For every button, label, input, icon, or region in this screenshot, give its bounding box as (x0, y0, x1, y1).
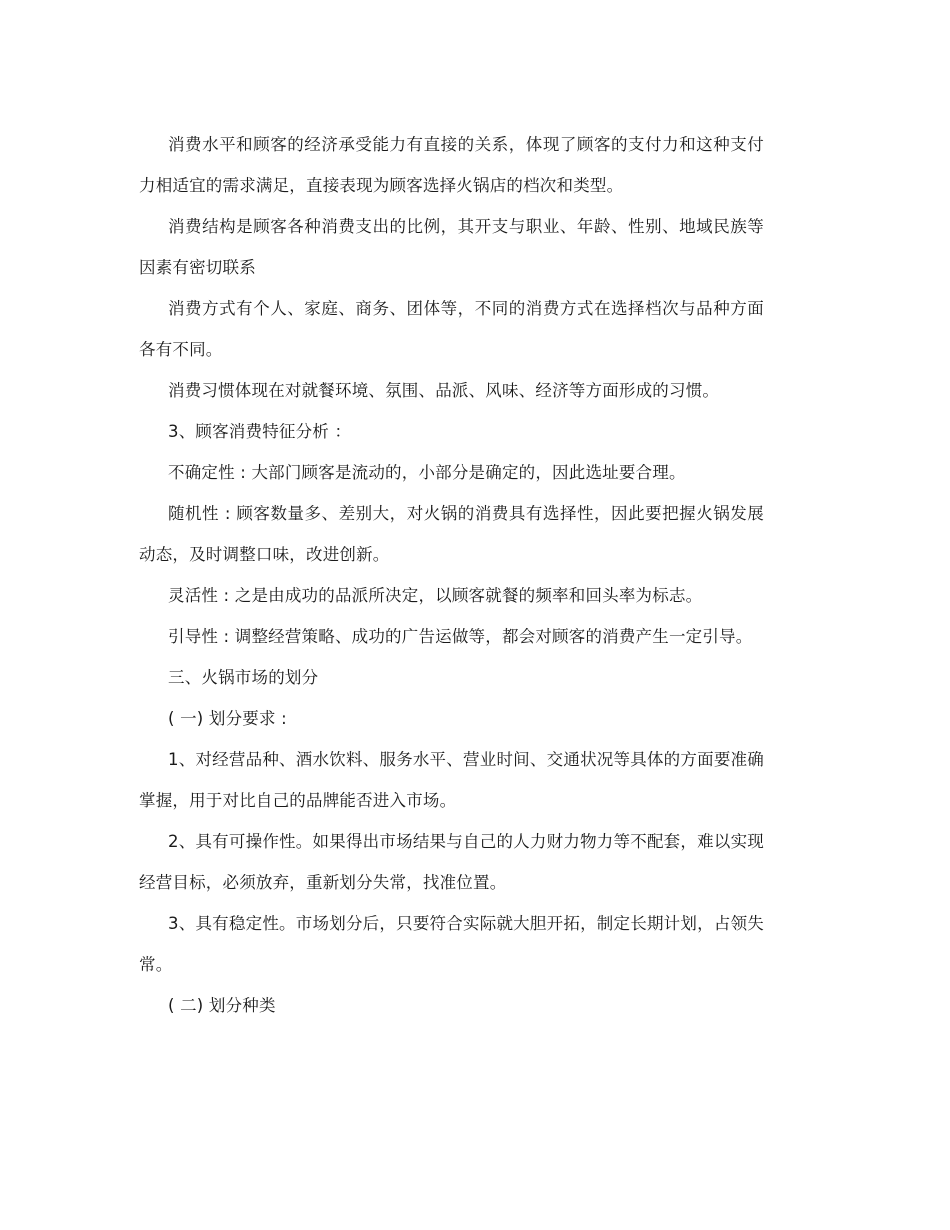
paragraph-uncertainty: 不确定性 : 大部门顾客是流动的，小部分是确定的，因此选址要合理。 (168, 463, 686, 482)
list-item-requirement-3: 3、具有稳定性。市场划分后，只要符合实际就大胆开拓，制定长期计划，占领失常。 (139, 914, 764, 974)
paragraph-consumption-structure: 消费结构是顾客各种消费支出的比例，其开支与职业、年龄、性别、地域民族等因素有密切联系 (139, 217, 764, 277)
paragraph-flexibility: 灵活性 : 之是由成功的品派所决定，以顾客就餐的频率和回头率为标志。 (168, 586, 703, 605)
paragraph-consumption-habit: 消费习惯体现在对就餐环境、氛围、品派、风味、经济等方面形成的习惯。 (168, 381, 720, 400)
list-item-requirement-2: 2、具有可操作性。如果得出市场结果与自己的人力财力物力等不配套，难以实现经营目标，必须放弃，重新划分失常，找准位置。 (139, 832, 764, 892)
paragraph-consumption-mode: 消费方式有个人、家庭、商务、团体等，不同的消费方式在选择档次与品种方面各有不同。 (139, 299, 764, 359)
section-heading-customer-features: 3、顾客消费特征分析 ： (168, 422, 352, 441)
subheading-division-requirements: ( 一) 划分要求 : (168, 709, 287, 728)
document-body (139, 124, 764, 1026)
paragraph-guidance: 引导性 : 调整经营策略、成功的广告运做等，都会对顾客的消费产生一定引导。 (168, 627, 753, 646)
paragraph-randomness: 随机性 : 顾客数量多、差别大，对火锅的消费具有选择性，因此要把握火锅发展动态，及时调整口味，改进创新。 (139, 504, 764, 564)
paragraph-consumption-level: 消费水平和顾客的经济承受能力有直接的关系，体现了顾客的支付力和这种支付力相适宜的需求满足，直接表现为顾客选择火锅店的档次和类型。 (139, 135, 764, 195)
chapter-heading-market-division: 三、火锅市场的划分 (168, 668, 319, 687)
subheading-division-types: ( 二) 划分种类 (168, 996, 276, 1015)
list-item-requirement-1: 1、对经营品种、酒水饮料、服务水平、营业时间、交通状况等具体的方面要准确掌握，用于对比自己的品牌能否进入市场。 (139, 750, 764, 810)
